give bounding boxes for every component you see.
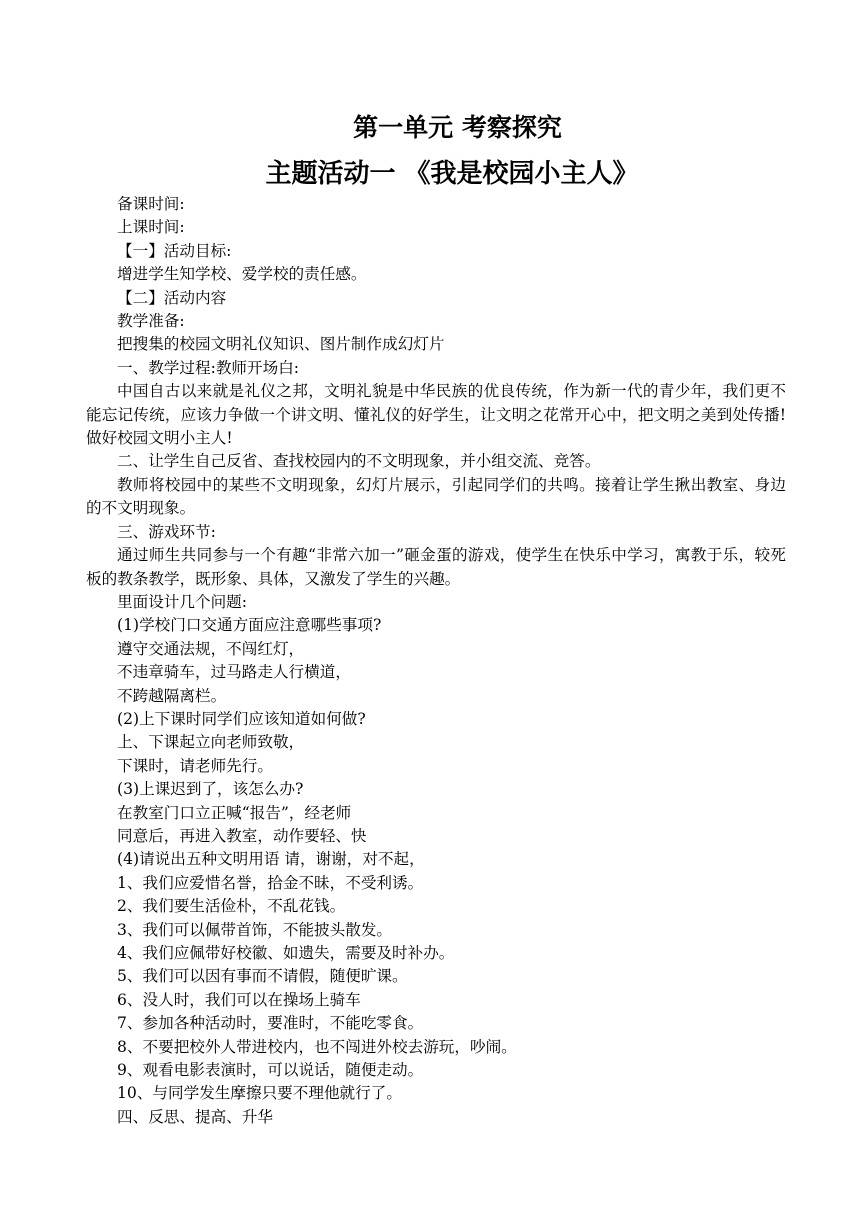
body-paragraph: 增进学生知学校、爱学校的责任感。 — [117, 265, 367, 284]
body-paragraph: 1、我们应爱惜名誉，拾金不昧，不受利诱。 — [117, 873, 424, 892]
unit-title: 第一单元 考察探究 — [353, 113, 562, 142]
body-paragraph: 【二】活动内容 — [117, 288, 227, 307]
body-paragraph: (2)上下课时同学们应该知道如何做? — [117, 709, 366, 728]
body-paragraph: 教学准备: — [117, 312, 185, 331]
body-paragraph: 四、反思、提高、升华 — [117, 1107, 273, 1126]
body-paragraph: 三、游戏环节: — [117, 522, 216, 541]
body-paragraph: (3)上课迟到了，该怎么办? — [117, 780, 304, 799]
body-paragraph: 2、我们要生活俭朴，不乱花钱。 — [117, 897, 346, 916]
body-paragraph: 【一】活动目标: — [117, 241, 232, 260]
body-paragraph: 同意后，再进入教室，动作要轻、快 — [117, 826, 367, 845]
body-paragraph: 在教室门口立正喊“报告”，经老师 — [117, 803, 352, 822]
document-body — [86, 193, 786, 1129]
body-paragraph: 备课时间: — [117, 195, 185, 213]
body-paragraph: 里面设计几个问题: — [117, 592, 248, 611]
body-paragraph: 遵守交通法规，不闯红灯， — [117, 639, 305, 658]
body-paragraph: 一、教学过程:教师开场白: — [117, 358, 300, 377]
body-paragraph: 4、我们应佩带好校徽、如遗失，需要及时补办。 — [117, 944, 455, 962]
body-paragraph: 下课时，请老师先行。 — [117, 756, 273, 775]
activity-title: 主题活动一 《我是校园小主人》 — [265, 159, 639, 189]
body-paragraph: 不跨越隔离栏。 — [117, 686, 227, 705]
body-paragraph: 通过师生共同参与一个有趣“非常六加一”砸金蛋的游戏，使学生在快乐中学习，寓教于乐，较死板的教条教学，既形象、具体，又激发了学生的兴趣。 — [86, 546, 786, 588]
body-paragraph: 教师将校园中的某些不文明现象，幻灯片展示，引起同学们的共鸣。接着让学生揪出教室、身边的不文明现象。 — [86, 475, 786, 518]
body-paragraph: 上课时间: — [117, 218, 185, 237]
body-paragraph: (1)学校门口交通方面应注意哪些事项? — [117, 616, 382, 635]
body-paragraph: 3、我们可以佩带首饰，不能披头散发。 — [117, 920, 393, 939]
body-paragraph: 10、与同学发生摩擦只要不理他就行了。 — [117, 1084, 402, 1103]
body-paragraph: 7、参加各种活动时，要准时，不能吃零食。 — [117, 1014, 424, 1033]
body-paragraph: (4)请说出五种文明用语 请，谢谢，对不起， — [117, 850, 425, 869]
body-paragraph: 9、观看电影表演时，可以说话，随便走动。 — [117, 1061, 424, 1080]
body-paragraph: 6、没人时，我们可以在操场上骑车 — [117, 990, 361, 1009]
body-paragraph: 5、我们可以因有事而不请假，随便旷课。 — [117, 967, 408, 986]
body-paragraph: 上、下课起立向老师致敬， — [117, 733, 305, 752]
body-paragraph: 8、不要把校外人带进校内，也不闯进外校去游玩，吵闹。 — [117, 1037, 517, 1056]
body-paragraph: 不违章骑车，过马路走人行横道， — [117, 663, 351, 682]
body-paragraph: 中国自古以来就是礼仪之邦，文明礼貌是中华民族的优良传统，作为新一代的青少年，我们更不能忘记传统，应该力争做一个讲文明、懂礼仪的好学生，让文明之花常开心中，把文明之美到处传播!做好校园文明小主人! — [86, 382, 786, 448]
body-paragraph: 把搜集的校园文明礼仪知识、图片制作成幻灯片 — [117, 335, 445, 354]
body-paragraph: 二、让学生自己反省、查找校园内的不文明现象，并小组交流、竞答。 — [117, 452, 601, 471]
